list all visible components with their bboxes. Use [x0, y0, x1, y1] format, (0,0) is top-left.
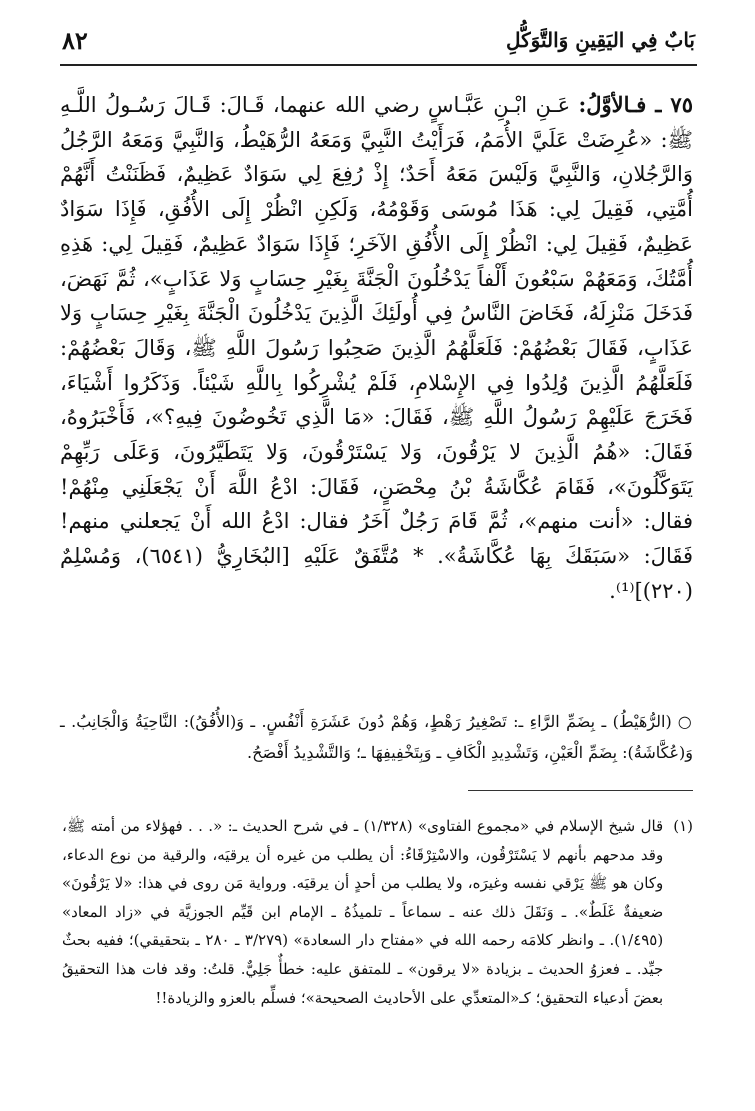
hadith-text [60, 88, 693, 609]
page-number: ٨٢ [62, 25, 88, 55]
page-header [62, 20, 695, 60]
footnote [62, 812, 693, 1012]
hadith-body: عَـنِ ابْـنِ عَبَّـاسٍ رضي الله عنهما، قَـالَ: قَـالَ رَسُـولُ اللَّـهِ ﷺ: «عُرِضَتْ عَلَيَّ الأُمَمُ، فَرَأَيْتُ النَّبِيَّ وَمَعَهُ الرُّهَيْطُ، وَالنَّبِيَّ وَمَعَهُ الرَّجُلُ وَالرَّجُلانِ، وَالنَّبِيَّ وَلَيْسَ مَعَهُ أَحَدٌ؛ إِذْ رُفِعَ لِي سَوَادٌ عَظِيمٌ، فَظَنَنْتُ أَنَّهُمْ أُمَّتِي، فَقِيلَ لِي: هَذَا مُوسَى وَقَوْمُهُ، وَلَكِنِ انْظُرْ إِلَى الأُفُقِ، فَإِذَا سَوَادٌ عَظِيمٌ، فَقِيلَ لِي: انْظُرْ إِلَى الأُفُقِ الآخَرِ؛ فَإِذَا سَوَادٌ عَظِيمٌ، فَقِيلَ لِي: هَذِهِ أُمَّتُكَ، وَمَعَهُمْ سَبْعُونَ أَلْفاً يَدْخُلُونَ الْجَنَّةَ بِغَيْرِ حِسَابٍ وَلا عَذَابٍ»، ثُمَّ نَهَضَ، فَدَخَلَ مَنْزِلَهُ، فَخَاضَ النَّاسُ فِي أُولَئِكَ الَّذِينَ يَدْخُلُونَ الْجَنَّةَ بِغَيْرِ حِسَابٍ وَلا عَذَابٍ، فَقَالَ بَعْضُهُمْ: فَلَعَلَّهُمُ الَّذِينَ صَحِبُوا رَسُولَ اللَّهِ ﷺ، وَقَالَ بَعْضُهُمْ: فَلَعَلَّهُمُ الَّذِينَ وُلِدُوا فِي الإِسْلامِ، فَلَمْ يُشْرِكُوا بِاللَّهِ شَيْئاً. وَذَكَرُوا أَشْيَاءَ، فَخَرَجَ عَلَيْهِمْ رَسُولُ اللَّهِ ﷺ، فَقَالَ: «مَا الَّذِي تَخُوضُونَ فِيهِ؟»، فَأَخْبَرُوهُ، فَقَالَ: «هُمُ الَّذِينَ لا يَرْقُونَ، وَلا يَسْتَرْقُونَ، وَلا يَتَطَيَّرُونَ، وَعَلَى رَبِّهِمْ يَتَوَكَّلُونَ»، فَقَامَ عُكَّاشَةُ بْنُ مِحْصَنٍ، فَقَالَ: ادْعُ اللَّهَ أَنْ يَجْعَلَنِي مِنْهُمْ! فقال: «أنت منهم»، ثُمَّ قَامَ رَجُلٌ آخَرُ فقال: ادْعُ الله أَنْ يَجعلني منهم! فَقَالَ: «سَبَقَكَ بِهَا عُكَّاشَةُ». * مُتَّفَقٌ عَلَيْهِ [البُخَارِيُّ (٦٥٤١)، وَمُسْلِمٌ (٢٢٠)]⁽¹⁾. [60, 93, 694, 603]
header-rule [60, 64, 697, 66]
footnote-text: قال شيخ الإسلام في «مجموع الفتاوى» (١/٣٢٨) ـ في شرح الحديث ـ: «. . . فهؤلاء من أمته ﷺ، وقد مدحهم بأنهم لا يَسْتَرْقُون، والاسْتِرْقَاءُ: أن يطلب من غيره أن يرقيَه، والرقية من نوع الدعاء، وكان هو ﷺ يَرْقي نفسه وغيرَه، ولا يطلب من أحدٍ أن يرقيَه. ورواية مَن روى في هذا: «لا يَرْقُونَ» ضعيفةٌ غَلَطٌ». ـ وَنَقَلَ ذلك عنه ـ سماعاً ـ تلميذُهُ ـ الإمام ابن قَيِّم الجوزيَّة في «زاد المعاد» (١/٤٩٥). ـ وانظر كلامَه رحمه الله في «مفتاح دار السعادة» (٣/٢٧٩ ـ ٢٨٠ ـ بتحقيقي)؛ ففيه بحثٌ جيِّد. ـ فعزوُ الحديث ـ بزيادة «لا يرقون» ـ للمتفق عليه: خطأٌ جَلِيٌّ. قلتُ: وقد فات هذا التحقيقُ بعضَ أدعياء التحقيق؛ كـ«المتعدِّي على الأحاديث الصحيحة»؛ فسلِّم بالعزو والزيادة!! [62, 817, 664, 1007]
footnote-rule [468, 790, 693, 791]
chapter-title: بَابٌ فِي اليَقِينِ وَالتَّوَكُّلِ [505, 28, 695, 52]
circle-marker-icon: ○ [677, 712, 693, 731]
glossary-text: (الرُّهَيْطُ) ـ بِضَمِّ الرَّاءِ ـ: تَصْغِيرُ رَهْطٍ، وَهُمْ دُونَ عَشَرَةِ أَنْفُسٍ. ـ وَ(الأُفُقُ): النَّاحِيَةُ وَالْجَانِبُ. ـ وَ(عُكَّاشَةُ): بِضَمِّ الْعَيْنِ، وَتَشْدِيدِ الْكَافِ ـ وَبِتَخْفِيفِهَا ـ؛ وَالتَّشْدِيدُ أَفْصَحُ. [60, 712, 693, 762]
word-glossary [60, 706, 693, 768]
footnote-number: (١) [673, 817, 693, 835]
hadith-number: ٧٥ ـ فـالأوَّلُ: [578, 92, 693, 117]
